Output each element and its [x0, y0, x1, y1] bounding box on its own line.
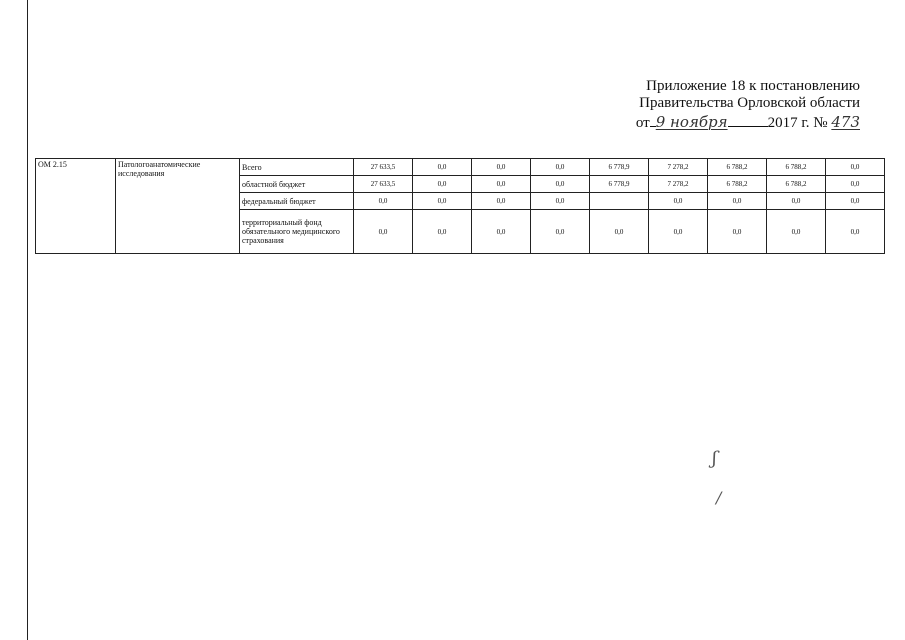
- table-cell: 0,0: [531, 176, 590, 193]
- table-cell: 0,0: [472, 210, 531, 254]
- funding-table: [35, 158, 885, 254]
- funding-source: федеральный бюджет: [240, 193, 354, 210]
- table-cell: 7 278,2: [649, 159, 708, 176]
- table-cell: 6 788,2: [767, 176, 826, 193]
- table-cell: 0,0: [826, 176, 885, 193]
- year-number-label: 2017 г. №: [767, 115, 828, 131]
- table-cell: 0,0: [649, 193, 708, 210]
- pencil-mark: ʃ: [712, 448, 717, 469]
- funding-source: Всего: [240, 159, 354, 176]
- table-cell: 0,0: [590, 210, 649, 254]
- table-cell: 0,0: [531, 193, 590, 210]
- table-cell: 0,0: [767, 210, 826, 254]
- funding-source: областной бюджет: [240, 176, 354, 193]
- table-cell: 7 278,2: [649, 176, 708, 193]
- table-cell: 0,0: [413, 193, 472, 210]
- table-cell: 6 778,9: [590, 159, 649, 176]
- table-cell: 6 788,2: [708, 176, 767, 193]
- funding-source: территориальный фонд обязательного медицинского страхования: [240, 210, 354, 254]
- table-cell: 0,0: [767, 193, 826, 210]
- table-cell: 0,0: [472, 159, 531, 176]
- activity-code: ОМ 2.15: [36, 159, 116, 254]
- date-prefix: от: [635, 115, 650, 131]
- table-cell: 6 778,9: [590, 176, 649, 193]
- binding-edge-line: [27, 0, 28, 640]
- table-row: [36, 159, 885, 176]
- document-header: [560, 78, 860, 132]
- activity-name: Патологоанатомические исследования: [116, 159, 240, 254]
- table-cell: 6 788,2: [708, 159, 767, 176]
- table-cell: 0,0: [354, 210, 413, 254]
- table-cell: 0,0: [708, 193, 767, 210]
- table-cell: 27 633,5: [354, 176, 413, 193]
- table-cell: 0,0: [413, 210, 472, 254]
- table-cell: 0,0: [531, 210, 590, 254]
- table-cell: 0,0: [826, 210, 885, 254]
- table-body: [36, 159, 885, 254]
- handwritten-number: 473: [831, 113, 860, 131]
- handwritten-date: 9 ноября: [655, 113, 728, 131]
- pencil-mark: /: [716, 488, 722, 507]
- table-cell: 6 788,2: [767, 159, 826, 176]
- header-line-1: Приложение 18 к постановлению: [646, 78, 860, 94]
- header-date-line: [560, 112, 860, 132]
- table-cell: 0,0: [413, 176, 472, 193]
- table-cell: 0,0: [472, 193, 531, 210]
- table-cell: 0,0: [472, 176, 531, 193]
- table-cell: 27 633,5: [354, 159, 413, 176]
- table-cell: 0,0: [649, 210, 708, 254]
- table-cell: 0,0: [826, 159, 885, 176]
- table-cell: 0,0: [354, 193, 413, 210]
- table-cell: 0,0: [826, 193, 885, 210]
- header-line-2: Правительства Орловской области: [639, 95, 860, 111]
- table-cell: 0,0: [531, 159, 590, 176]
- table-cell: [590, 193, 649, 210]
- table-cell: 0,0: [413, 159, 472, 176]
- table-cell: 0,0: [708, 210, 767, 254]
